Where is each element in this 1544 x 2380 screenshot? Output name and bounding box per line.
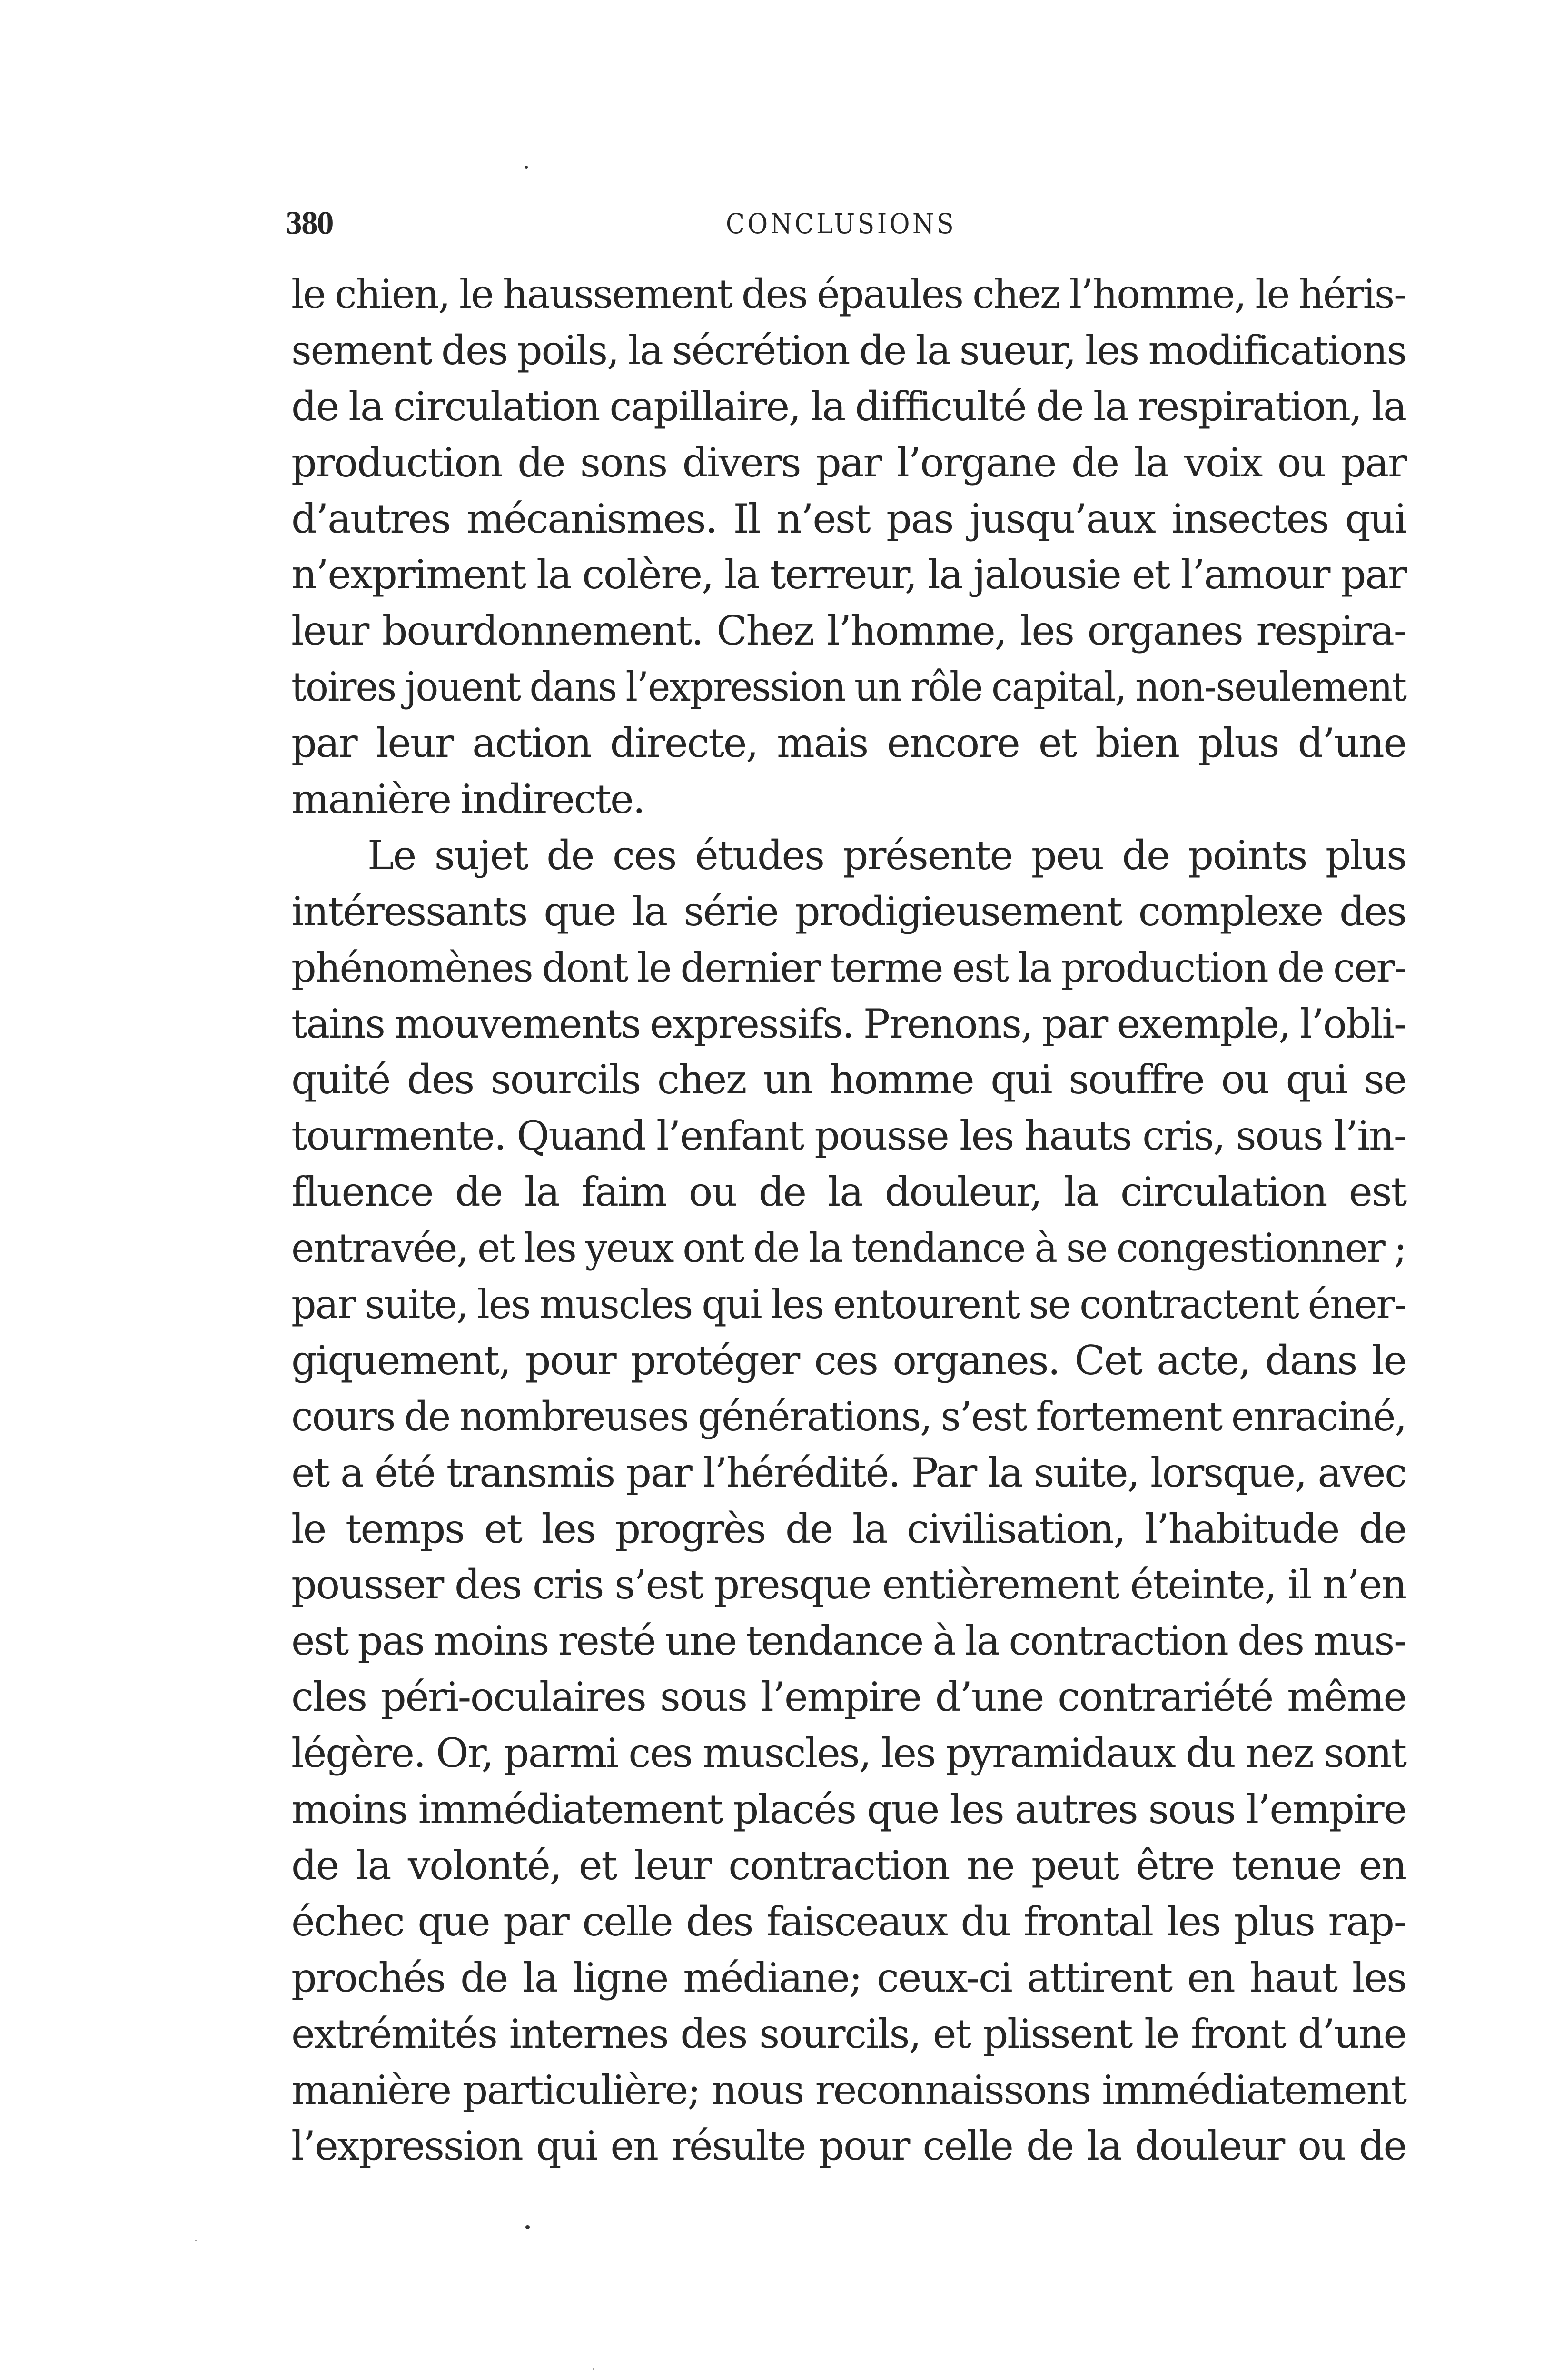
text-line: tourmente. Quand l’enfant pousse les hauts cris, sous l’in- — [291, 1112, 1406, 1160]
scan-speck — [195, 2240, 197, 2241]
text-line: intéressants que la série prodigieusement complexe des — [291, 888, 1406, 935]
text-line: pousser des cris s’est presque entièrement éteinte, il n’en — [291, 1561, 1406, 1608]
running-head — [286, 205, 1406, 243]
text-line: et a été transmis par l’hérédité. Par la suite, lorsque, avec — [291, 1449, 1406, 1496]
text-line: de la volonté, et leur contraction ne peut être tenue en — [291, 1842, 1406, 1889]
text-line: le temps et les progrès de la civilisation, l’habitude de — [291, 1505, 1406, 1552]
text-line: giquement, pour protéger ces organes. Cet acte, dans le — [291, 1337, 1406, 1384]
page-number: 380 — [286, 206, 333, 241]
body-text — [291, 267, 1406, 2174]
text-line: l’expression qui en résulte pour celle de la douleur ou de — [291, 2122, 1406, 2170]
text-line: de la circulation capillaire, la difficulté de la respiration, la — [291, 383, 1406, 430]
text-line: manière indirecte. — [291, 776, 645, 823]
text-line: le chien, le haussement des épaules chez l’homme, le héris- — [291, 271, 1406, 317]
text-line: d’autres mécanismes. Il n’est pas jusqu’aux insectes qui — [291, 495, 1406, 542]
text-line: leur bourdonnement. Chez l’homme, les organes respira- — [291, 607, 1406, 654]
text-line: tains mouvements expressifs. Prenons, par exemple, l’obli- — [291, 1000, 1406, 1047]
text-line: cles péri-oculaires sous l’empire d’une contrariété même — [291, 1674, 1406, 1721]
text-line: prochés de la ligne médiane; ceux-ci attirent en haut les — [291, 1954, 1406, 2001]
text-line: entravée, et les yeux ont de la tendance à se congestionner ; — [291, 1225, 1406, 1272]
text-line: cours de nombreuses générations, s’est fortement enraciné, — [291, 1393, 1406, 1440]
scan-speck — [593, 2368, 594, 2370]
text-line: sement des poils, la sécrétion de la sueur, les modifications — [291, 327, 1406, 374]
text-line: est pas moins resté une tendance à la contraction des mus- — [291, 1617, 1406, 1665]
text-line: phénomènes dont le dernier terme est la production de cer- — [291, 944, 1406, 991]
text-line: échec que par celle des faisceaux du frontal les plus rap- — [291, 1898, 1406, 1945]
text-line: légère. Or, parmi ces muscles, les pyramidaux du nez sont — [291, 1730, 1406, 1777]
text-line: par leur action directe, mais encore et bien plus d’une — [291, 720, 1406, 767]
text-line: quité des sourcils chez un homme qui souffre ou qui se — [291, 1056, 1406, 1103]
text-line: toires jouent dans l’expression un rôle capital, non-seulement — [291, 664, 1406, 711]
scan-speck — [525, 2225, 530, 2229]
text-line: manière particulière; nous reconnaissons immédiatement — [291, 2066, 1406, 2113]
text-line: par suite, les muscles qui les entourent se contractent éner- — [291, 1281, 1406, 1328]
scan-speck — [525, 166, 528, 169]
text-line: n’expriment la colère, la terreur, la jalousie et l’amour par — [291, 551, 1406, 598]
text-line: moins immédiatement placés que les autres sous l’empire — [291, 1786, 1406, 1833]
text-line: extrémités internes des sourcils, et plissent le front d’une — [291, 2010, 1406, 2057]
text-line: production de sons divers par l’organe de la voix ou par — [291, 439, 1406, 486]
text-line: Le sujet de ces études présente peu de points plus — [367, 832, 1406, 879]
running-title: CONCLUSIONS — [726, 208, 957, 240]
text-line: fluence de la faim ou de la douleur, la circulation est — [291, 1169, 1406, 1216]
